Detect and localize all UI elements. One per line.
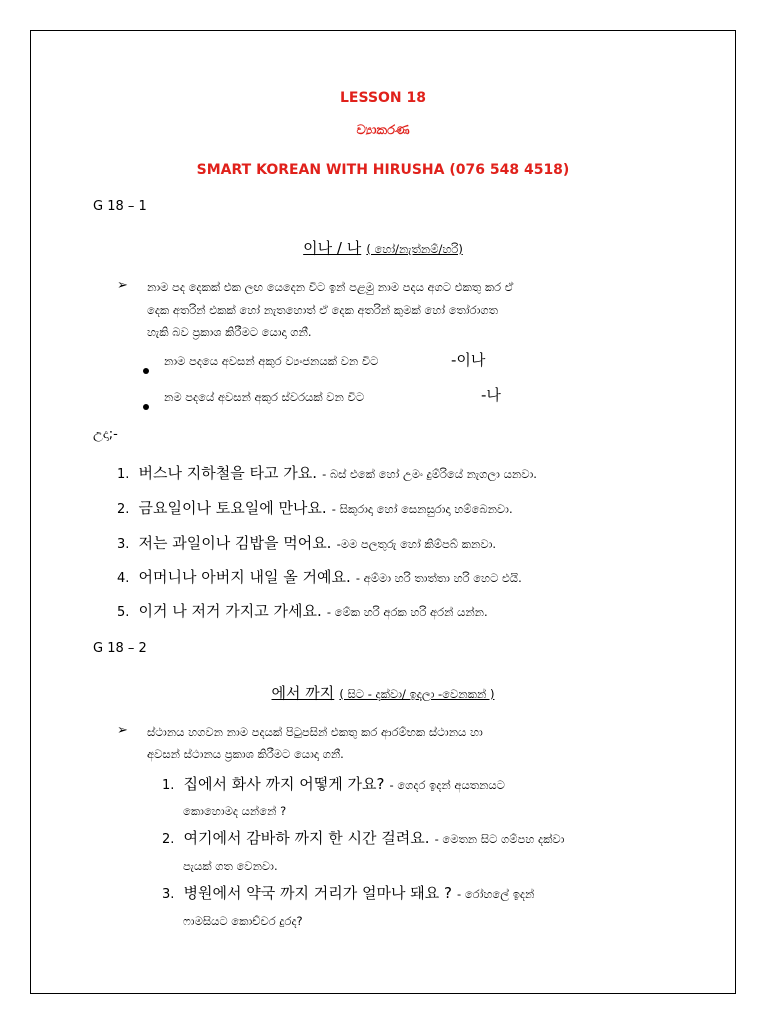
example-item <box>117 497 513 518</box>
example-kr: 버스나 지하철을 타고 가요. <box>138 464 317 482</box>
example-si: - සිකුරාදා හෝ සෙනසුරාදා හම්බෙනවා. <box>331 502 513 516</box>
example-kr: 저는 과일이나 김밥을 먹어요. <box>138 534 332 552</box>
example-number: 2. <box>117 502 130 517</box>
example-number: 3. <box>162 887 175 902</box>
example-si: - බස් එකේ හෝ උමං දුම්රියේ නැගලා යනවා. <box>322 467 537 481</box>
example-si: - මේක හරි අරක හරි අරන් යන්න. <box>326 605 488 619</box>
example-kr: 병원에서 약국 까지 거리가 얼마나 돼요 ? <box>183 884 452 902</box>
arrow-bullet-icon: ➢ <box>117 278 128 293</box>
bullet1-kr: -이나 <box>451 351 486 369</box>
section2-desc-line1: ස්ථානය හගවන නාම පදයක් පිටුපසින් එකතු කර ආරම්භක ස්ථානය හා <box>147 725 483 739</box>
section1-title <box>31 237 735 258</box>
example-kr: 집에서 화사 까지 어떻게 가요? <box>183 775 385 793</box>
example-item <box>117 566 522 587</box>
route-example-item <box>162 882 534 903</box>
section2-desc-line2: අවසන් ස්ථානය ප්‍රකාශ කිරීමට යොදා ගනී. <box>147 747 344 761</box>
example-kr: 금요일이나 토요일에 만나요. <box>138 499 327 517</box>
section1-title-si: ( හෝ/නැත්නම්/හරි) <box>366 242 463 256</box>
example-number: 2. <box>162 832 175 847</box>
document-page <box>30 30 736 994</box>
arrow-bullet-icon: ➢ <box>117 723 128 738</box>
example-si: - ගෙදර ඉදන් අයතනයට <box>389 778 505 792</box>
example-number: 1. <box>162 778 175 793</box>
example-kr: 여기에서 감바하 까지 한 시간 걸려요. <box>183 829 430 847</box>
example-si-continued: පැයක් ගත වෙනවා. <box>183 859 278 873</box>
bullet1-text: නාම පදයෙ අවසන් අකුර ව්‍යංජනයක් වන විට <box>164 354 379 368</box>
bullet2-kr: -나 <box>481 386 501 404</box>
example-si: - රෝහලේ ඉදන් <box>457 887 535 901</box>
example-number: 3. <box>117 537 130 552</box>
section1-title-kr: 이나 / 나 <box>303 239 362 257</box>
section1-desc-line1: නාම පද දෙකක් එක ලඟ යෙදෙන විට ඉන් පළමු නාම පදය අගට එකතු කර ඒ <box>147 280 514 294</box>
example-si: - අම්මා හරි තාත්තා හරි හෙට එයි. <box>355 571 522 585</box>
example-item <box>117 462 537 483</box>
lesson-subtitle: ව්‍යාකරණ <box>356 123 410 138</box>
section2-title-si: ( සිට - දක්වා/ ඉදලා -වෙනකන් ) <box>339 687 495 701</box>
section1-desc-line3: හැකි බව ප්‍රකාශ කිරීමට යොදා ගනී. <box>147 325 312 339</box>
example-label: උදා;- <box>93 427 118 442</box>
example-kr: 어머니나 아버지 내일 올 거예요. <box>138 568 351 586</box>
route-example-item <box>162 827 564 848</box>
section2-code: G 18 – 2 <box>93 641 147 656</box>
section1-desc-line2: දෙක අතරින් එකක් හෝ නැතහොත් ඒ දෙක අතරින් කුමක් හෝ තෝරාගත <box>147 303 498 317</box>
bullet-dot-icon <box>143 359 149 378</box>
bullet-dot-icon <box>143 395 149 414</box>
example-kr: 이거 나 저거 가지고 가세요. <box>138 602 322 620</box>
example-number: 4. <box>117 571 130 586</box>
route-example-item <box>162 773 505 794</box>
example-number: 5. <box>117 605 130 620</box>
example-si-continued: ෆාමසියට කොච්චර දුරද? <box>183 914 303 928</box>
bullet2-text: නම පදයේ අවසන් අකුර ස්වරයක් වන විට <box>164 390 365 404</box>
example-item <box>117 532 496 553</box>
example-number: 1. <box>117 467 130 482</box>
section2-title-kr: 에서 까지 <box>271 684 335 702</box>
example-item <box>117 600 488 621</box>
example-si-continued: කොහොමද යන්නේ ? <box>183 804 287 818</box>
section2-title <box>31 682 735 703</box>
example-si: - මෙතන සිට ගම්පහ දක්වා <box>434 832 565 846</box>
section1-code: G 18 – 1 <box>93 199 147 214</box>
lesson-title: LESSON 18 <box>340 90 426 106</box>
example-si: -මම පලතුරු හෝ කිම්පබ් කනවා. <box>336 537 497 551</box>
brand-line: SMART KOREAN WITH HIRUSHA (076 548 4518) <box>196 162 570 178</box>
